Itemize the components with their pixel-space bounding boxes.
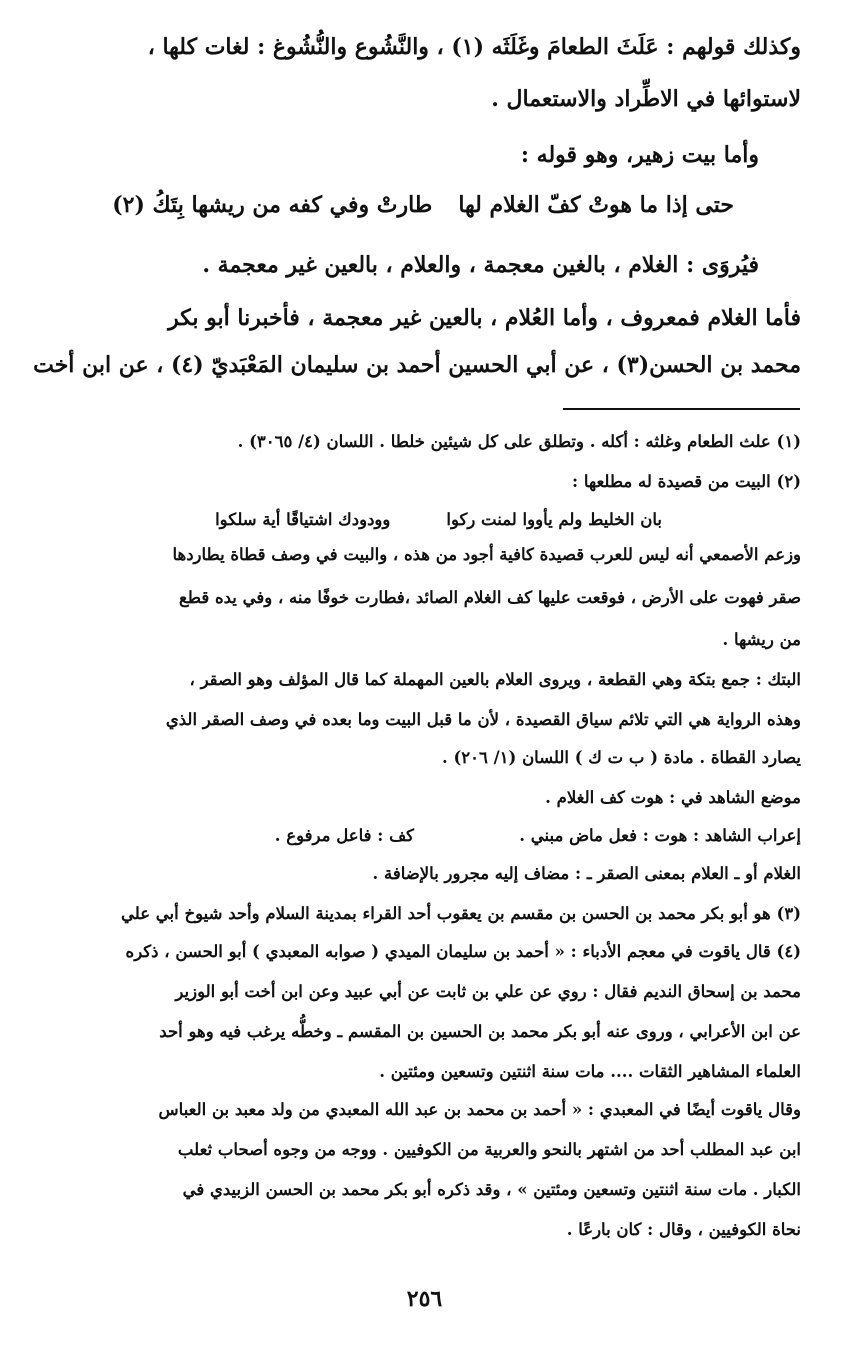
- footnote-4-line: (٤) قال ياقوت في معجم الأدباء : « أحمد بن سليمان الميدي ( صوابه المعبدي ) أبو الحسن ، ذكره: [125, 942, 801, 961]
- footnote-2-line: وزعم الأصمعي أنه ليس للعرب قصيدة كافية أجود من هذه ، والبيت في وصف قطاة يطاردها: [172, 545, 801, 564]
- footnote-4-line: نحاة الكوفيين ، وقال : كان بارعًا .: [566, 1220, 801, 1239]
- main-text-line: لاستوائها في الاطِّراد والاستعمال .: [491, 86, 801, 112]
- footnote-4-line: وقال ياقوت أيضًا في المعبدي : « أحمد بن محمد بن عبد الله المعبدي من ولد معبد بن العباس: [158, 1100, 801, 1119]
- main-text-line: وكذلك قولهم : عَلَثَ الطعامَ وغَلَثَه (١) ، والنَّشُوع والنُّشُوغ : لغات كلها ،: [147, 34, 801, 60]
- footnote-verse: [215, 510, 662, 529]
- footnote-3: (٣) هو أبو بكر محمد بن الحسن بن مقسم بن يعقوب أحد القراء بمدينة السلام وأحد شيوخ أبي علي: [121, 904, 801, 923]
- footnote-4-line: العلماء المشاهير الثقات .... مات سنة اثنتين وتسعين ومئتين .: [379, 1062, 801, 1081]
- footnote-2-line: وهذه الرواية هي التي تلائم سياق القصيدة ، لأن ما قبل البيت وما بعده في وصف الصقر الذي: [165, 710, 801, 729]
- footnote-2-line: إعراب الشاهد : هوت : فعل ماض مبني .: [519, 826, 801, 845]
- footnote-2-line: الغلام أو ـ العلام بمعنى الصقر ـ : مضاف إليه مجرور بالإضافة .: [372, 864, 801, 883]
- footnote-4-line: عن ابن الأعرابي ، وروى عنه أبو بكر محمد بن الحسين بن المقسم ـ وخطُّه يرغب فيه وهو أحد: [159, 1022, 801, 1041]
- footnote-4-line: الكبار . مات سنة اثنتين وتسعين ومئتين » ، وقد ذكره أبو بكر محمد بن الحسن الزبيدي في: [182, 1180, 801, 1199]
- verse-first-hemistich: حتى إذا ما هوتْ كفّ الغلام لها: [458, 192, 734, 218]
- footnote-verse-first: بان الخليط ولم يأووا لمنت ركوا: [446, 510, 662, 529]
- main-text-line: محمد بن الحسن(٣) ، عن أبي الحسين أحمد بن سليمان المَعْبَديّ (٤) ، عن ابن أخت: [33, 352, 801, 378]
- verse-line: [112, 192, 734, 218]
- page-number: ٢٥٦: [406, 1286, 443, 1312]
- footnote-1: (١) علث الطعام وغلثه : أكله . وتطلق على كل شيئين خلطا . اللسان (٤/ ٣٠٦٥) .: [237, 432, 801, 451]
- footnote-2-line: موضع الشاهد في : هوت كف الغلام .: [545, 788, 801, 807]
- footnote-2-line: صقر فهوت على الأرض ، فوقعت عليها كف الغلام الصائد ،فطارت خوفًا منه ، وفي يده قطع: [179, 588, 801, 607]
- footnote-2-line: من ريشها .: [722, 630, 801, 649]
- footnote-2-intro: (٢) البيت من قصيدة له مطلعها :: [571, 472, 801, 491]
- footnote-verse-second: وودودك اشتياقًا أية سلكوا: [215, 510, 391, 529]
- verse-second-hemistich: طارتْ وفي كفه من ريشها بِتَكُ (٢): [112, 192, 433, 218]
- main-text-line: وأما بيت زهير، وهو قوله :: [520, 142, 759, 168]
- main-text-line: فأما الغلام فمعروف ، وأما العُلام ، بالعين غير معجمة ، فأخبرنا أبو بكر: [168, 305, 801, 331]
- footnote-4-line: ابن عبد المطلب أحد من اشتهر بالنحو والعربية من الكوفيين . ووجه من وجوه أصحاب ثعلب: [177, 1140, 801, 1159]
- footnote-2-line: كف : فاعل مرفوع .: [274, 826, 414, 845]
- footnote-4-line: محمد بن إسحاق النديم فقال : روي عن علي بن ثابت عن أبي عبيد وعن ابن أخت أبو الوزير: [175, 982, 801, 1001]
- footnote-2-line: البتك : جمع بتكة وهي القطعة ، ويروى العلام بالعين المهملة كما قال المؤلف وهو الصقر ،: [189, 670, 801, 689]
- footnote-divider: [563, 408, 800, 410]
- main-text-line: فيُروَى : الغلام ، بالغين معجمة ، والعلام ، بالعين غير معجمة .: [202, 252, 759, 278]
- footnote-2-line: يصارد القطاة . مادة ( ب ت ك ) اللسان (١/ ٢٠٦) .: [441, 748, 801, 767]
